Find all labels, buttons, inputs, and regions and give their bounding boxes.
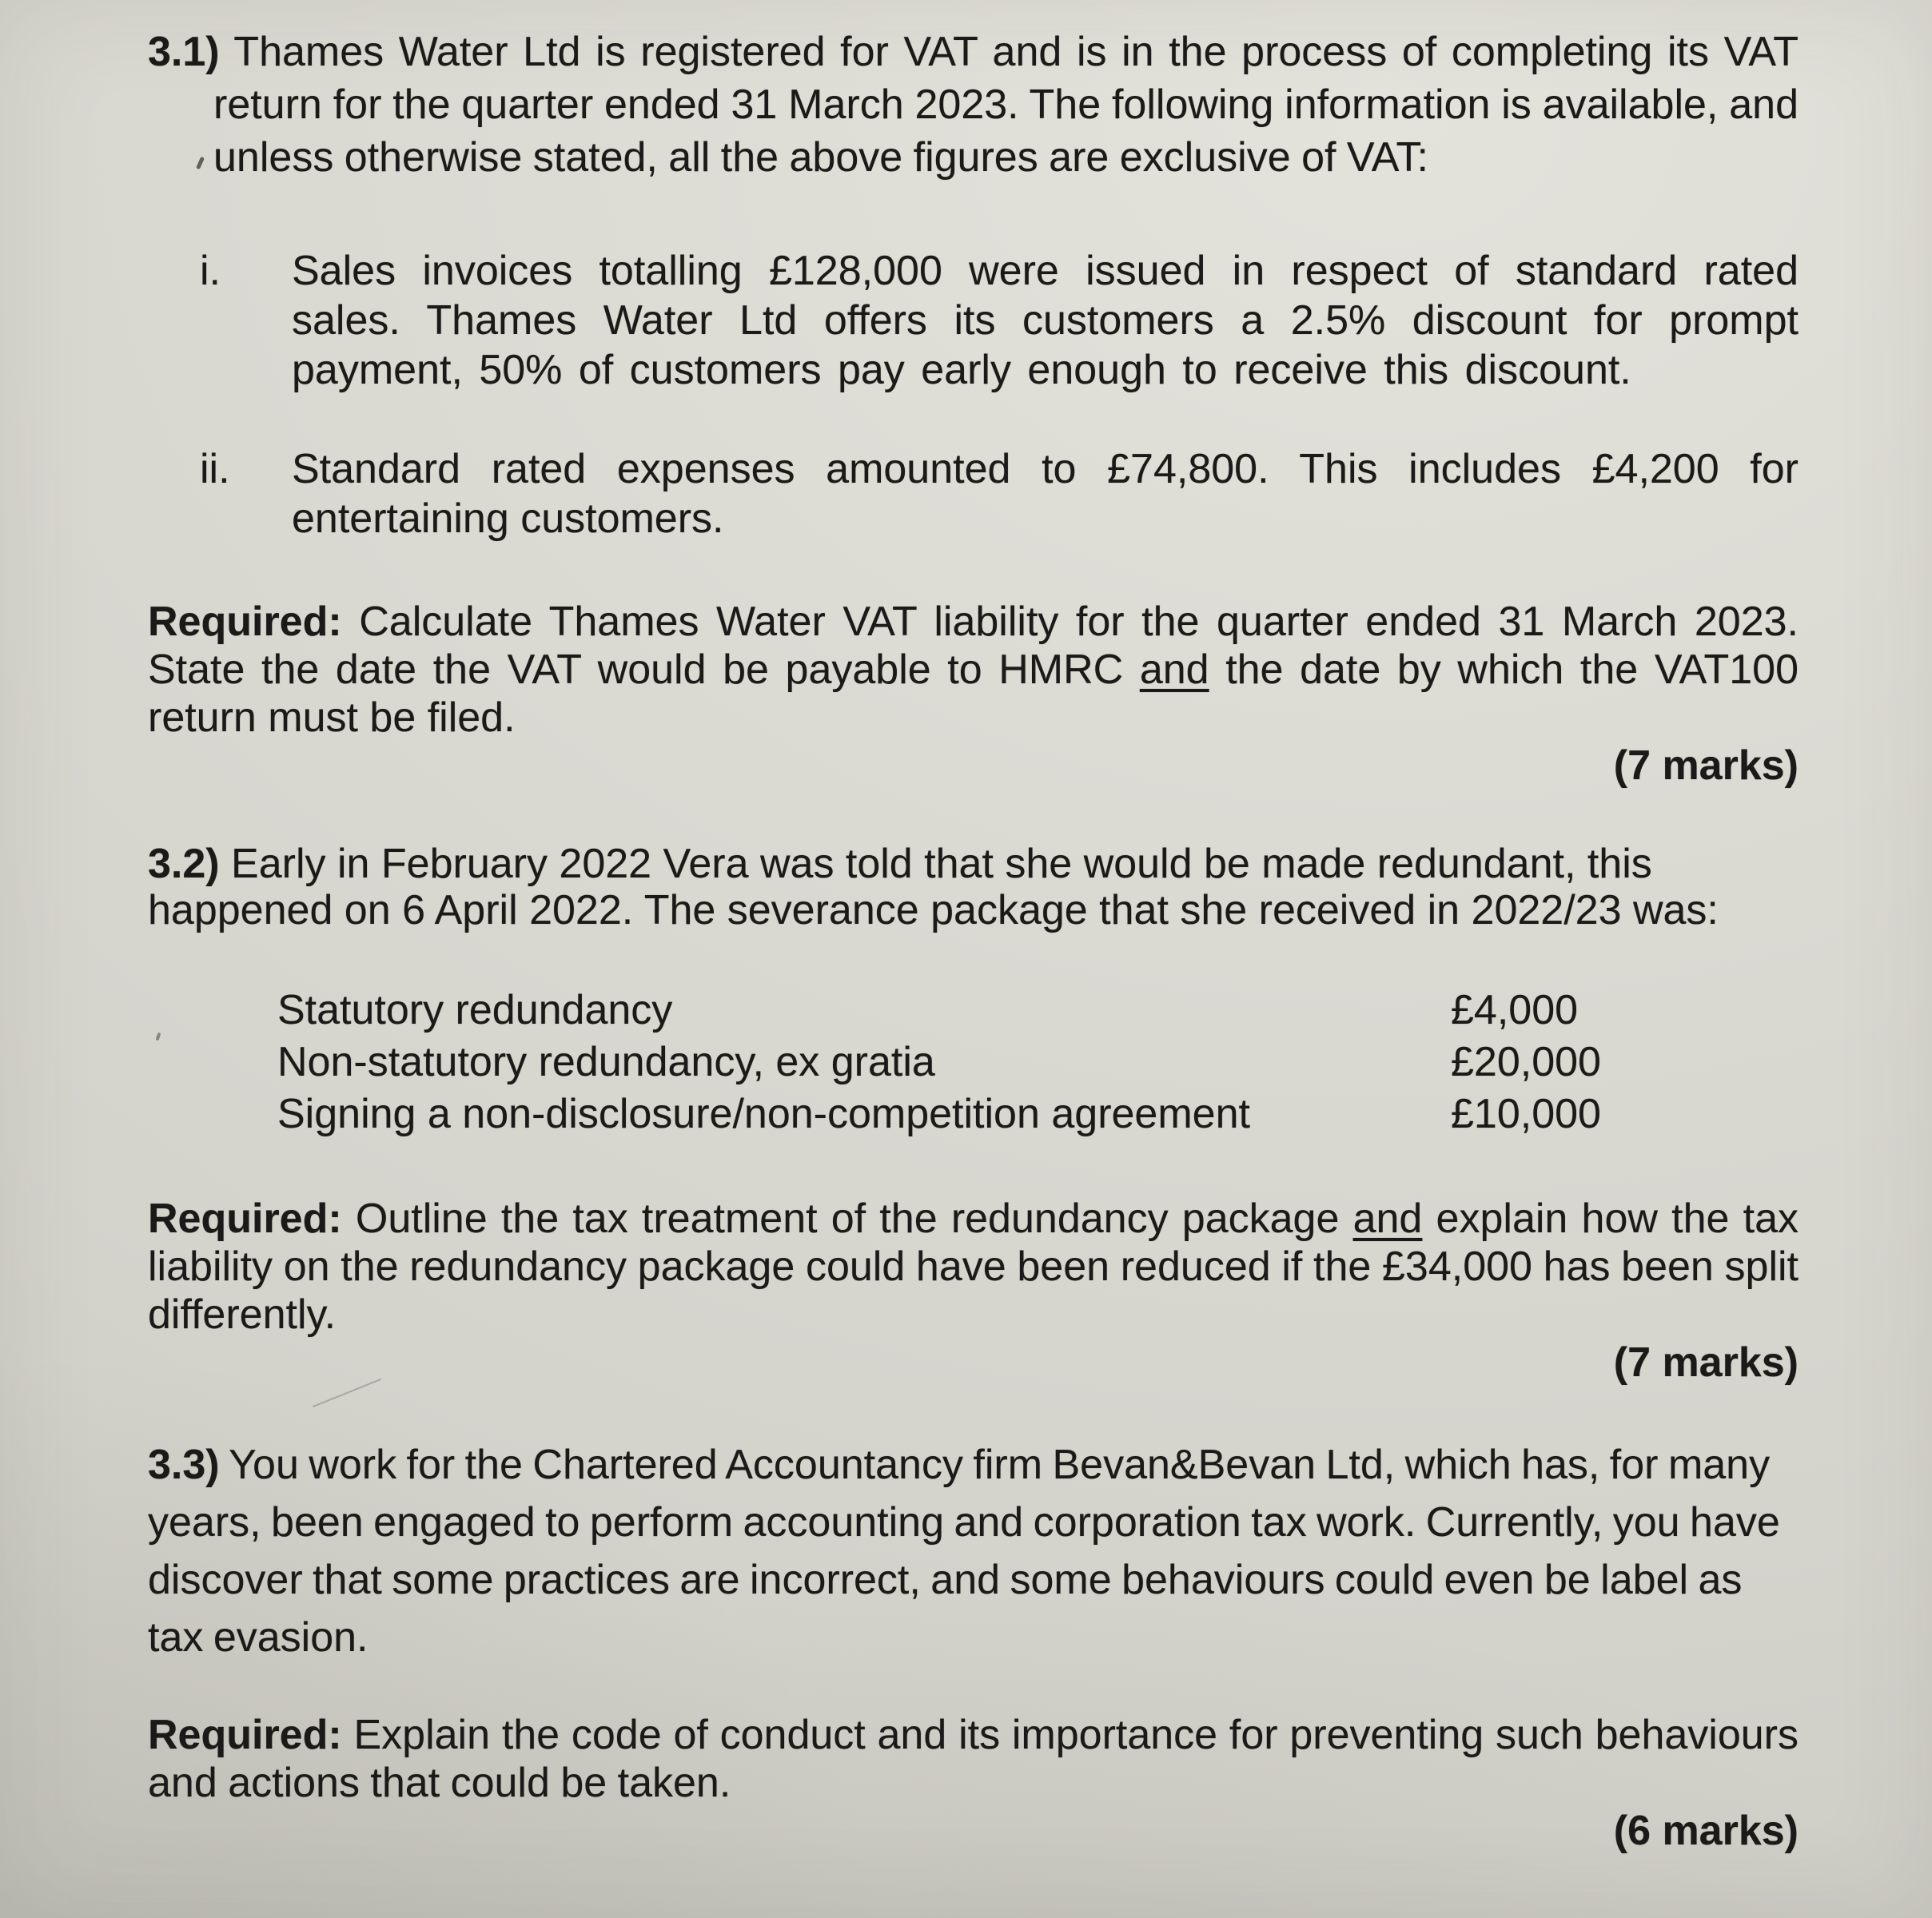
question-3-3-intro-text: You work for the Chartered Accountancy firm Bevan&Bevan Ltd, which has, for many years, been engaged to perform accounting and corporation tax work. Currently, you have discover that some practices are incorrect, and some behaviours could even be label as tax evasion. bbox=[148, 1442, 1780, 1661]
question-3-1-marks: (7 marks) bbox=[1613, 742, 1799, 789]
required-text: Explain the code of conduct and its importance for preventing such behaviours and actions that could be taken. bbox=[148, 1712, 1799, 1806]
question-3-2-intro-text: Early in February 2022 Vera was told that she would be made redundant, this happened on 6 April 2022. The severance package that she received in 2022/23 was: bbox=[148, 841, 1719, 933]
question-3-1-item-ii bbox=[200, 444, 1799, 543]
underlined-and: and bbox=[1139, 647, 1209, 693]
table-row bbox=[277, 1088, 1799, 1140]
row-amount: £20,000 bbox=[1451, 1039, 1601, 1085]
question-3-3-number: 3.3) bbox=[148, 1442, 220, 1488]
question-3-1-intro-text: Thames Water Ltd is registered for VAT and is in the process of completing its VAT return for the quarter ended 31 March 2023. The following information is available, and unless otherwise stated, all the above figures are exclusive of VAT: bbox=[213, 29, 1799, 181]
row-label: Non-statutory redundancy, ex gratia bbox=[277, 1039, 935, 1085]
required-text-after: the date by which the VAT100 return must be filed. bbox=[148, 647, 1799, 741]
required-label: Required: bbox=[148, 599, 342, 645]
required-label: Required: bbox=[148, 1196, 342, 1242]
question-3-2-intro bbox=[148, 841, 1799, 933]
list-marker-i: i. bbox=[200, 248, 221, 294]
question-3-3-intro bbox=[148, 1436, 1799, 1666]
page-content bbox=[148, 26, 1799, 1855]
table-row bbox=[277, 985, 1799, 1037]
required-text-after: explain how the tax liability on the redundancy package could have been reduced if the £34,000 has been split differently. bbox=[148, 1196, 1799, 1338]
required-text-before: Calculate Thames Water VAT liability for the quarter ended 31 March 2023. State the date the VAT would be payable to HMRC bbox=[148, 599, 1799, 693]
table-row bbox=[277, 1037, 1799, 1088]
row-amount: £4,000 bbox=[1451, 987, 1579, 1033]
question-3-3-required bbox=[148, 1711, 1799, 1807]
question-3-2-number: 3.2) bbox=[148, 841, 220, 887]
required-label: Required: bbox=[148, 1712, 342, 1758]
row-label: Statutory redundancy bbox=[277, 987, 673, 1033]
row-label: Signing a non-disclosure/non-competition agreement bbox=[277, 1091, 1250, 1137]
question-3-2-required bbox=[148, 1195, 1799, 1339]
list-marker-ii: ii. bbox=[200, 446, 230, 492]
question-3-1-required bbox=[148, 598, 1799, 742]
question-3-1-item-i bbox=[200, 246, 1799, 395]
row-amount: £10,000 bbox=[1451, 1091, 1601, 1137]
item-i-text: Sales invoices totalling £128,000 were issued in respect of standard rated sales. Thames Water Ltd offers its customers a 2.5% discount for prompt payment, 50% of customers pay early enough to receive this discount. bbox=[292, 248, 1799, 393]
required-text-before: Outline the tax treatment of the redundancy package bbox=[341, 1196, 1353, 1242]
question-3-1-intro bbox=[148, 26, 1799, 184]
question-3-2-marks: (7 marks) bbox=[1613, 1339, 1799, 1386]
item-ii-text: Standard rated expenses amounted to £74,800. This includes £4,200 for entertaining customers. bbox=[292, 446, 1799, 542]
question-3-3-marks: (6 marks) bbox=[1613, 1808, 1799, 1854]
question-3-1-number: 3.1) bbox=[148, 29, 220, 75]
underlined-and: and bbox=[1352, 1196, 1423, 1242]
severance-package-table bbox=[277, 985, 1799, 1140]
